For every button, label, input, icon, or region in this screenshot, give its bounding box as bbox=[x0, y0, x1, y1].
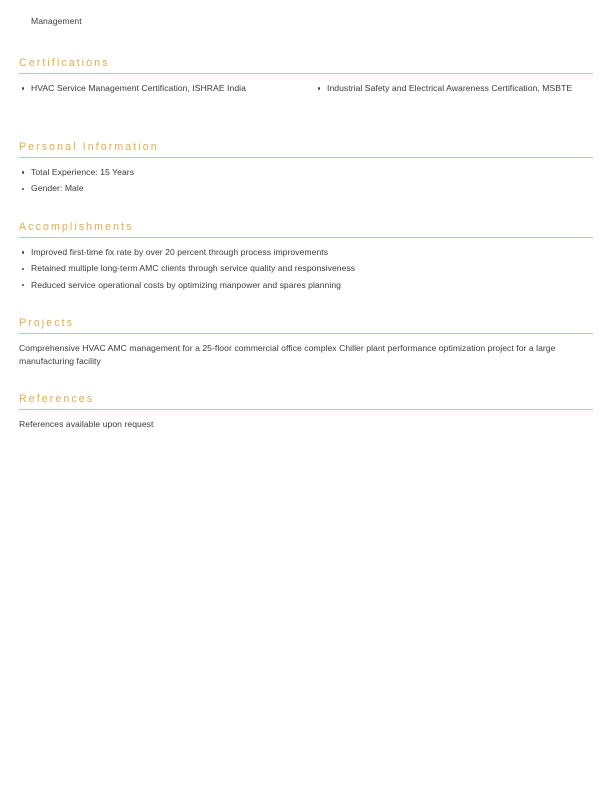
section-heading-references: References bbox=[19, 393, 95, 405]
section-body-certifications bbox=[19, 82, 593, 98]
section-divider-references bbox=[19, 409, 593, 410]
section-projects bbox=[19, 316, 593, 369]
orphan-continuation-text: Management bbox=[31, 16, 82, 26]
section-references bbox=[19, 392, 593, 431]
accomplishments-list bbox=[19, 246, 593, 292]
section-divider-certifications bbox=[19, 73, 593, 74]
references-paragraph: References available upon request bbox=[19, 419, 154, 429]
section-heading-accomplishments: Accomplishments bbox=[19, 221, 134, 233]
section-heading-projects: Projects bbox=[19, 317, 75, 329]
list-item: Gender: Male bbox=[19, 182, 593, 195]
certifications-list-left bbox=[19, 82, 306, 95]
list-item: Total Experience: 15 Years bbox=[19, 166, 593, 179]
section-body-references bbox=[19, 418, 593, 431]
list-item: Industrial Safety and Electrical Awareness Certification, MSBTE bbox=[315, 82, 593, 95]
certifications-list-right bbox=[315, 82, 593, 95]
section-body-personal-information bbox=[19, 166, 593, 196]
list-item: HVAC Service Management Certification, ISHRAE India bbox=[19, 82, 306, 95]
section-body-projects bbox=[19, 342, 593, 369]
section-body-accomplishments bbox=[19, 246, 593, 292]
section-divider-personal-information bbox=[19, 157, 593, 158]
section-accomplishments bbox=[19, 220, 593, 295]
list-item: Improved first-time fix rate by over 20 percent through process improvements bbox=[19, 246, 593, 259]
section-certifications bbox=[19, 56, 593, 98]
section-heading-personal-information: Personal Information bbox=[19, 141, 159, 153]
certifications-two-column-grid bbox=[19, 82, 593, 98]
certifications-column-right bbox=[306, 82, 593, 98]
projects-paragraph: Comprehensive HVAC AMC management for a 25-floor commercial office complex Chiller plant performance optimization project for a large manufacturing facility bbox=[19, 343, 556, 367]
section-personal-information bbox=[19, 140, 593, 199]
section-divider-accomplishments bbox=[19, 237, 593, 238]
section-heading-certifications: Certifications bbox=[19, 57, 110, 69]
personal-information-list bbox=[19, 166, 593, 196]
list-item: Reduced service operational costs by optimizing manpower and spares planning bbox=[19, 279, 593, 292]
certifications-column-left bbox=[19, 82, 306, 98]
section-divider-projects bbox=[19, 333, 593, 334]
list-item: Retained multiple long-term AMC clients through service quality and responsiveness bbox=[19, 262, 593, 275]
